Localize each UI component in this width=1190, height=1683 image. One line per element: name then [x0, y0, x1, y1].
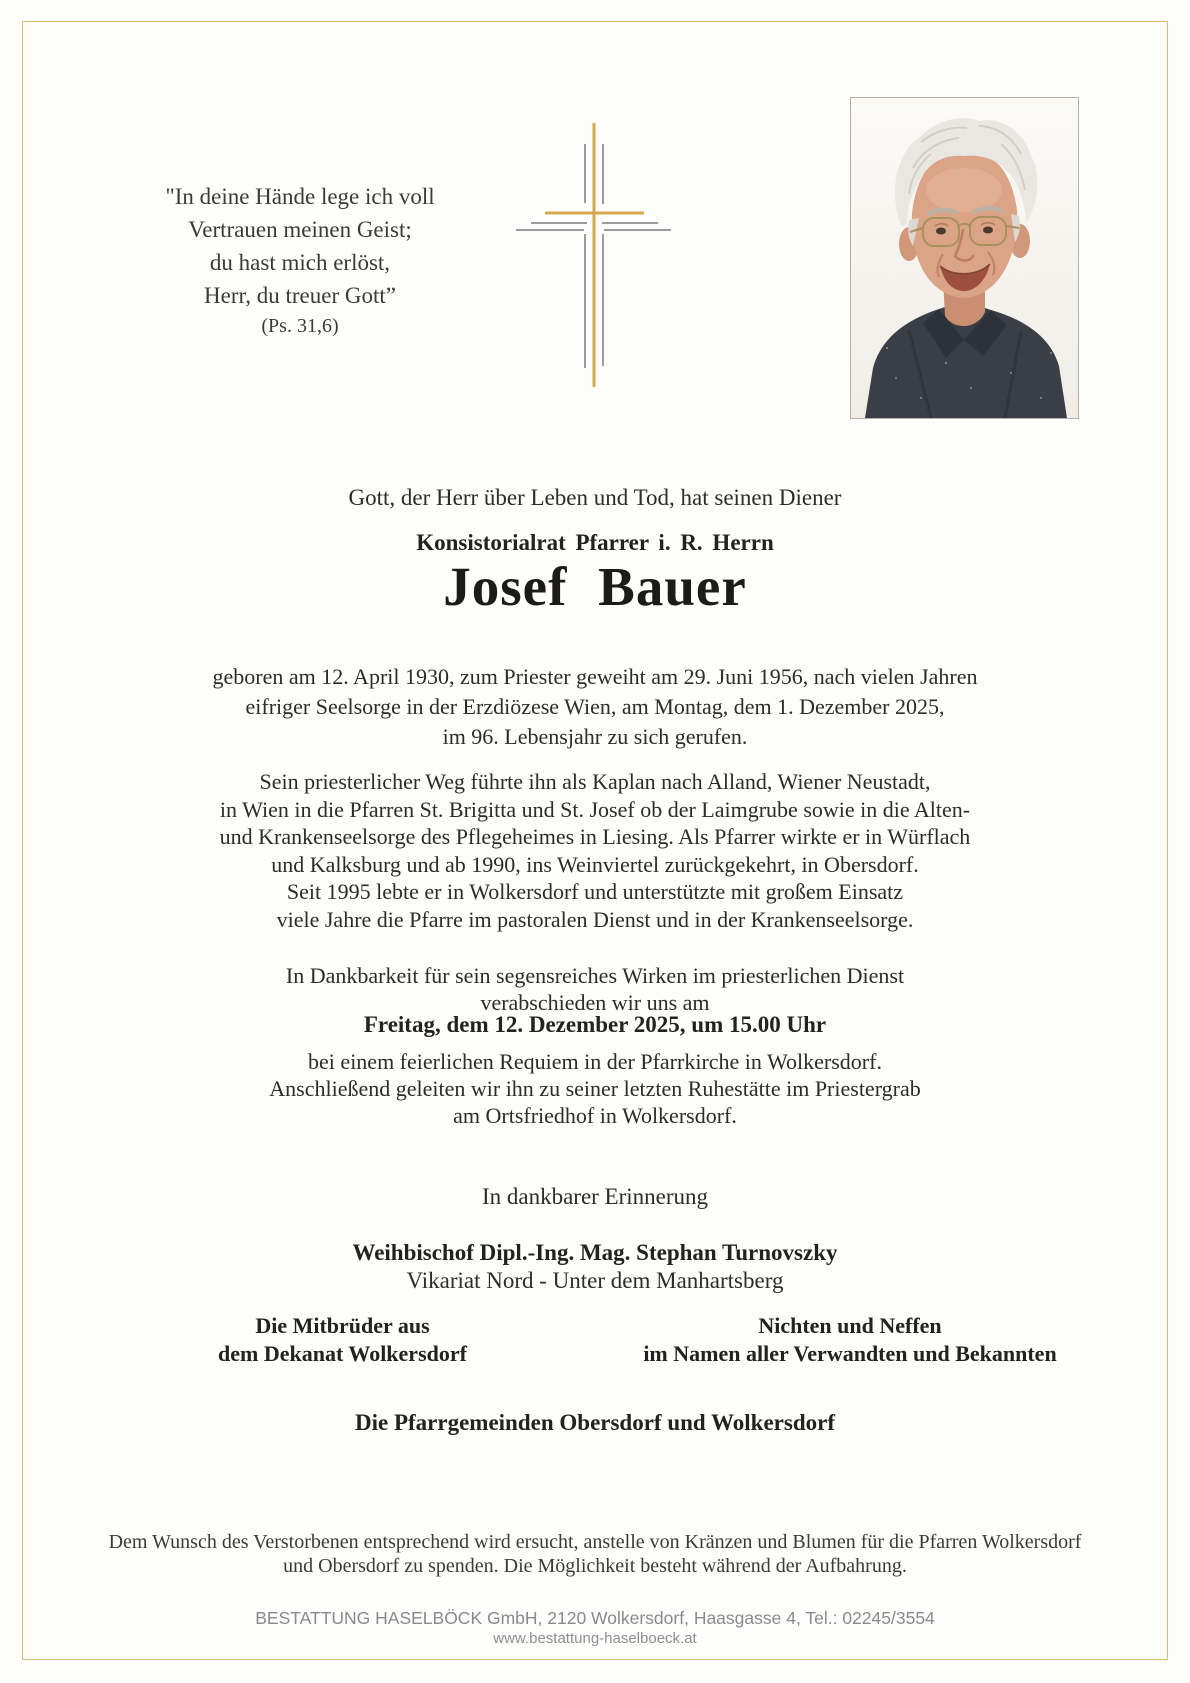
- text-line: bei einem feierlichen Requiem in der Pfarrkirche in Wolkersdorf.: [308, 1049, 882, 1074]
- quote-line: "In deine Hände lege ich voll: [165, 184, 435, 209]
- funeral-home-website: www.bestattung-haselboeck.at: [493, 1630, 697, 1647]
- birth-death-paragraph: [45, 662, 1145, 752]
- donation-notice: [45, 1530, 1145, 1578]
- text-line: am Ortsfriedhof in Wolkersdorf.: [453, 1103, 737, 1128]
- text-line: Dem Wunsch des Verstorbenen entsprechend wird ersucht, anstelle von Kränzen und Blumen für die Pfarren Wolkersdorf: [108, 1531, 1082, 1553]
- mourners-left: [170, 1312, 515, 1367]
- text-line: in Wien in die Pfarren St. Brigitta und St. Josef ob der Laimgrube sowie in die Alten-: [219, 796, 971, 822]
- quote-citation: (Ps. 31,6): [261, 315, 339, 337]
- portrait-photo: [850, 97, 1079, 419]
- psalm-quote: [115, 180, 485, 340]
- text-line: In Dankbarkeit für sein segensreiches Wirken im priesterlichen Dienst: [285, 963, 905, 988]
- text-line: im Namen aller Verwandten und Bekannten: [643, 1340, 1057, 1366]
- deceased-name: Josef Bauer: [443, 556, 747, 617]
- text-line: und Kalksburg und ab 1990, ins Weinviertel zurückgekehrt, in Obersdorf.: [271, 851, 919, 877]
- text-line: Die Mitbrüder aus: [255, 1313, 430, 1338]
- text-line: Nichten und Neffen: [758, 1313, 942, 1338]
- text-line: verabschieden wir uns am: [480, 990, 710, 1015]
- quote-line: du hast mich erlöst,: [209, 250, 391, 275]
- text-line: im 96. Lebensjahr zu sich gerufen.: [442, 724, 748, 749]
- requiem-paragraph: [45, 1048, 1145, 1129]
- text-line: und Obersdorf zu spenden. Die Möglichkeit besteht während der Aufbahrung.: [283, 1555, 907, 1577]
- funeral-home-info: BESTATTUNG HASELBÖCK GmbH, 2120 Wolkersdorf, Haasgasse 4, Tel.: 02245/3554: [255, 1608, 935, 1628]
- deceased-title: Konsistorialrat Pfarrer i. R. Herrn: [416, 530, 774, 555]
- farewell-paragraph: [45, 962, 1145, 1016]
- mourners-right: [590, 1312, 1110, 1367]
- biography-paragraph: [45, 768, 1145, 933]
- bishop-organisation: Vikariat Nord - Unter dem Manhartsberg: [406, 1268, 784, 1293]
- quote-line: Herr, du treuer Gott”: [204, 283, 396, 308]
- christian-cross-icon: [505, 110, 685, 400]
- text-line: und Krankenseelsorge des Pflegeheimes in Liesing. Als Pfarrer wirkte er in Würflach: [219, 824, 971, 849]
- funeral-date: Freitag, dem 12. Dezember 2025, um 15.00 Uhr: [363, 1012, 827, 1037]
- announcement-intro: Gott, der Herr über Leben und Tod, hat seinen Diener: [348, 485, 842, 510]
- parishes-line: Die Pfarrgemeinden Obersdorf und Wolkersdorf: [355, 1410, 835, 1435]
- text-line: eifriger Seelsorge in der Erzdiözese Wien, am Montag, dem 1. Dezember 2025,: [245, 694, 945, 719]
- text-line: geboren am 12. April 1930, zum Priester geweiht am 29. Juni 1956, nach vielen Jahren: [212, 664, 978, 689]
- text-line: Anschließend geleiten wir ihn zu seiner letzten Ruhestätte im Priestergrab: [269, 1076, 921, 1101]
- quote-line: Vertrauen meinen Geist;: [188, 217, 412, 242]
- text-line: dem Dekanat Wolkersdorf: [218, 1340, 467, 1366]
- text-line: Seit 1995 lebte er in Wolkersdorf und unterstützte mit großem Einsatz: [286, 879, 904, 904]
- remembrance-heading: In dankbarer Erinnerung: [481, 1184, 709, 1209]
- text-line: viele Jahre die Pfarre im pastoralen Dienst und in der Krankenseelsorge.: [276, 906, 914, 932]
- text-line: Sein priesterlicher Weg führte ihn als Kaplan nach Alland, Wiener Neustadt,: [259, 769, 931, 794]
- bishop-name: Weihbischof Dipl.-Ing. Mag. Stephan Turnovszky: [352, 1240, 838, 1265]
